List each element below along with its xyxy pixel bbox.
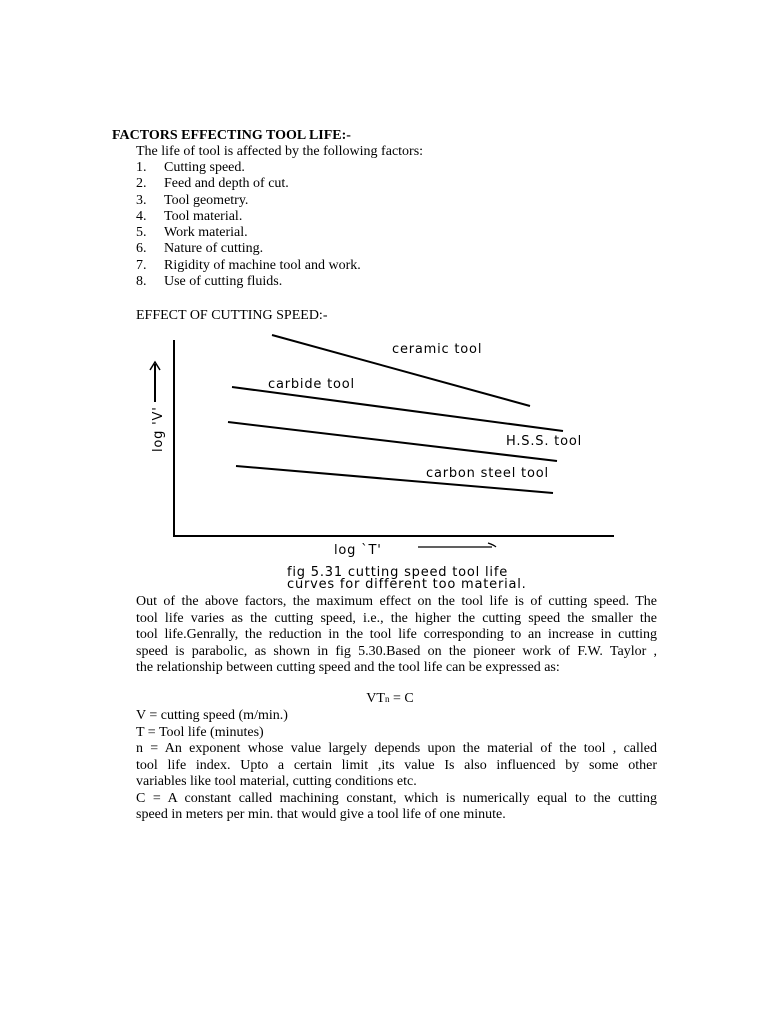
formula-rhs: = C [389, 691, 414, 706]
list-text: Feed and depth of cut. [164, 176, 289, 192]
list-text: Use of cutting fluids. [164, 274, 283, 290]
list-text: Rigidity of machine tool and work. [164, 257, 361, 273]
taylor-formula [0, 691, 768, 707]
list-text: Tool material. [164, 208, 243, 224]
list-item [136, 274, 361, 290]
x-axis-arrow-icon [418, 543, 496, 547]
definitions [136, 708, 657, 824]
list-text: Cutting speed. [164, 160, 245, 175]
definition-line: variables like tool material, cutting conditions etc. [136, 774, 417, 789]
carbide-tool-curve [232, 387, 563, 431]
list-number: 1. [136, 160, 147, 175]
y-axis-label: log 'V' [151, 406, 166, 452]
list-text: Nature of cutting. [164, 241, 264, 257]
hss-tool-label: H.S.S. tool [506, 434, 582, 449]
definition-line: tool life index. Upto a certain limit ,its value Is also influenced by some other [136, 757, 657, 773]
list-item [136, 176, 361, 192]
list-number: 6. [136, 241, 147, 257]
list-item [136, 193, 361, 209]
list-number: 5. [136, 225, 147, 241]
list-number: 3. [136, 192, 147, 208]
paragraph-line: tool life.Genrally, the reduction in the tool life corresponding to an increase in cutting [136, 627, 657, 642]
body-paragraph [136, 594, 657, 677]
ceramic-tool-label: ceramic tool [392, 342, 483, 357]
definition-line: speed in meters per min. that would give a tool life of one minute. [136, 807, 506, 822]
list-item [136, 225, 361, 241]
factor-list [136, 160, 361, 290]
paragraph-line: Out of the above factors, the maximum effect on the tool life is of cutting speed. The [136, 594, 657, 609]
formula-exponent: n [384, 694, 390, 704]
list-item [136, 209, 361, 225]
paragraph-line: tool life varies as the cutting speed, i.e., the higher the cutting speed the smaller the [136, 610, 657, 626]
list-number: 8. [136, 274, 147, 290]
y-axis-arrow-icon [150, 362, 160, 402]
definition-line: V = cutting speed (m/min.) [136, 708, 288, 723]
subsection-title: EFFECT OF CUTTING SPEED:- [136, 308, 328, 323]
list-item [136, 160, 361, 176]
list-item [136, 258, 361, 274]
figure-caption-line2: curves for different too material. [287, 577, 527, 592]
list-number: 7. [136, 257, 147, 273]
definition-line: n = An exponent whose value largely depends upon the material of the tool , called [136, 741, 657, 756]
carbon-steel-tool-label: carbon steel tool [426, 466, 549, 481]
figure-caption-line1: fig 5.31 cutting speed tool life [287, 565, 509, 580]
definition-line: C = A constant called machining constant, which is numerically equal to the cutting [136, 790, 657, 806]
list-item [136, 241, 361, 257]
paragraph-line: the relationship between cutting speed and the tool life can be expressed as: [136, 660, 560, 675]
paragraph-line: speed is parabolic, as shown in fig 5.30.Based on the pioneer work of F.W. Taylor , [136, 643, 657, 659]
list-number: 2. [136, 176, 147, 192]
list-text: Work material. [164, 225, 248, 241]
intro-text: The life of tool is affected by the following factors: [136, 144, 424, 159]
list-text: Tool geometry. [164, 192, 249, 208]
list-number: 4. [136, 208, 147, 224]
definition-line: T = Tool life (minutes) [136, 724, 264, 740]
x-axis-label: log `T' [334, 543, 382, 558]
tool-life-diagram [0, 325, 768, 595]
section-title: FACTORS EFFECTING TOOL LIFE:- [112, 128, 351, 143]
formula-lhs: VT [366, 691, 385, 706]
carbide-tool-label: carbide tool [268, 377, 355, 392]
